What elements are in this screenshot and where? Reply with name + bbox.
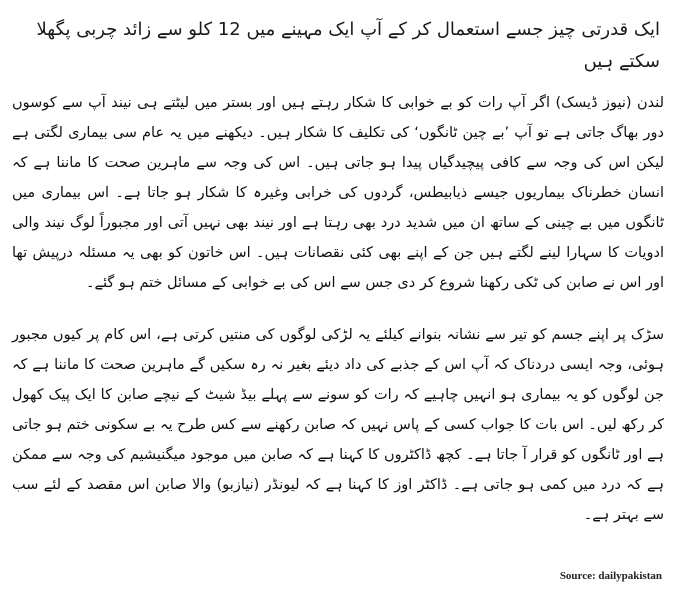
article-paragraph-1: لندن (نیوز ڈیسک) اگر آپ رات کو بے خوابی کا شکار رہتے ہیں اور بستر میں لیٹتے ہی نیند آپ سے کوسوں دور بھاگ جاتی ہے تو آپ ’بے چین ٹانگوں‘ کی تکلیف کا شکار ہیں۔ دیکھنے میں یہ عام سی بیماری لگتی ہے لیکن اس کی وجہ سے کافی پیچیدگیاں پیدا ہو جاتی ہیں۔ اس کی وجہ سے ماہرین صحت کا ماننا ہے کہ انسان خطرناک بیماریوں جیسے ذیابیطس، گردوں کی خرابی وغیرہ کا شکار ہو جاتا ہے۔ اس بیماری میں ٹانگوں میں بے چینی کے ساتھ ان میں شدید درد بھی رہتا ہے اور نیند بھی نہیں آتی اور مجبوراً لوگ نیند والی ادویات کا سہارا لینے لگتے ہیں جن کے اپنے بھی کئی نقصانات ہیں۔ اس خاتون کو بھی یہ مسئلہ درپیش تھا اور اس نے صابن کی ٹکی رکھنا شروع کر دی جس سے اس کی بے خوابی کے مسائل ختم ہو گئے۔ xyxy=(12,95,664,291)
article-paragraph-2: سڑک پر اپنے جسم کو تیر سے نشانہ بنوانے کیلئے یہ لڑکی لوگوں کی منتیں کرتی ہے، اس کام پر کیوں مجبور ہوئی، وجہ ایسی دردناک کہ آپ اس کے جذبے کی داد دیئے بغیر نہ رہ سکیں گے ماہرین صحت کا ماننا ہے کہ جن لوگوں کو یہ بیماری ہو انہیں چاہیے کہ رات کو سونے سے پہلے بیڈ شیٹ کے نیچے صابن کا ایک پیک کھول کر رکھ لیں۔ اس بات کا جواب کسی کے پاس نہیں کہ صابن رکھنے سے کس طرح یہ بے سکونی ختم ہو جاتی ہے اور ٹانگوں کو قرار آ جاتا ہے۔ کچھ ڈاکٹروں کا کہنا ہے کہ صابن میں موجود میگنیشیم کی وجہ سے ممکن ہے کہ درد میں کمی ہو جاتی ہے۔ ڈاکٹر اوز کا کہنا ہے کہ لیونڈر (نیازبو) والا صابن اس مقصد کے لئے سب سے بہتر ہے۔ xyxy=(12,327,664,523)
source-credit: Source: dailypakistan xyxy=(559,570,662,582)
article xyxy=(12,14,664,530)
article-headline: ایک قدرتی چیز جسے استعمال کر کے آپ ایک مہینے میں 12 کلو سے زائد چربی پگھلا سکتے ہیں xyxy=(36,19,660,72)
